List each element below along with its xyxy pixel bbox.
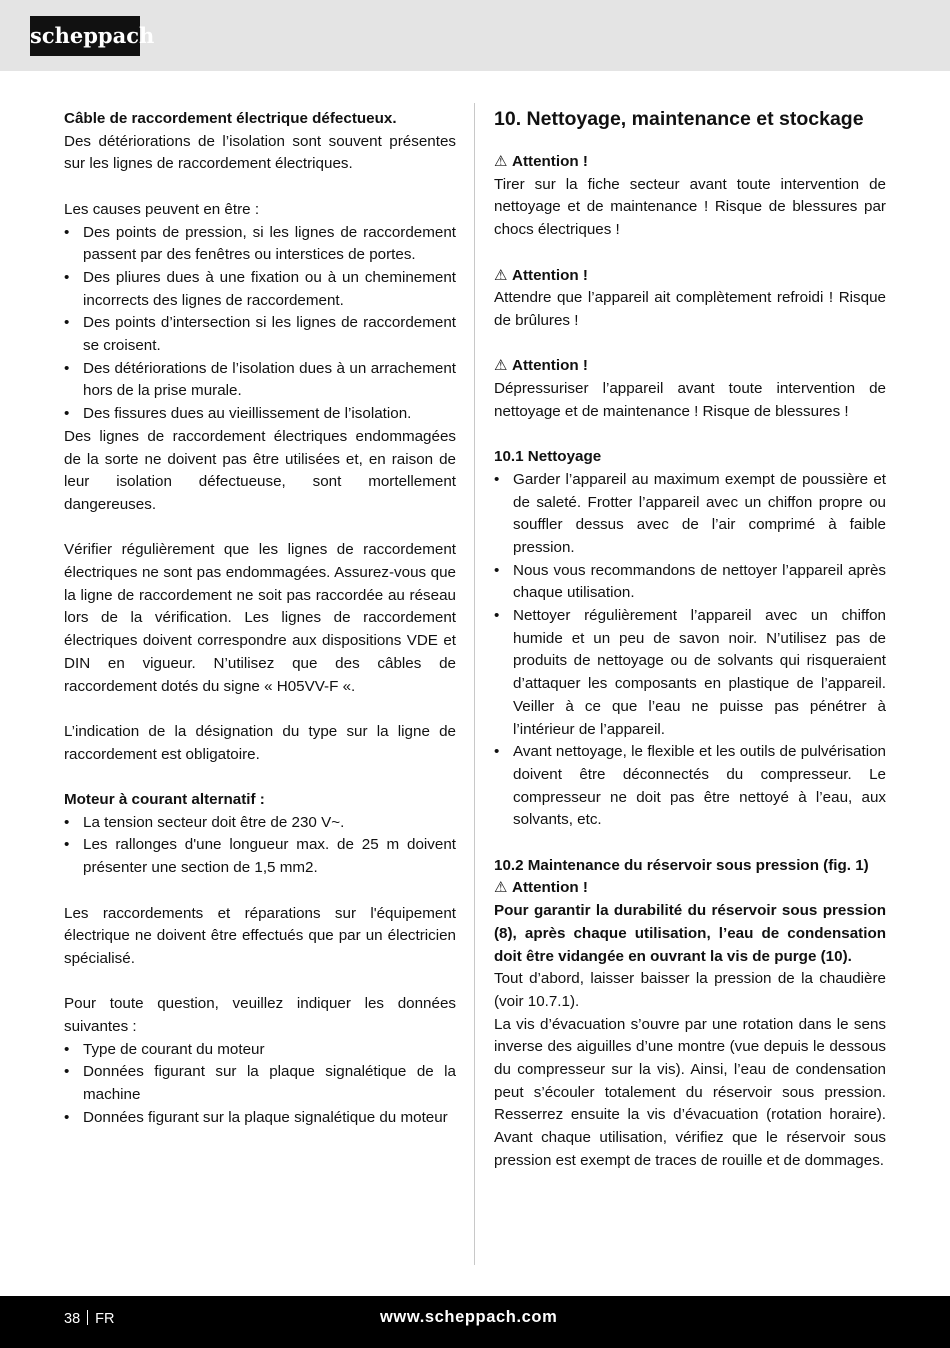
paragraph: L’indication de la désignation du type sur la ligne de raccordement est obligatoire. [64,722,456,763]
paragraph: Pour toute question, veuillez indiquer les données suivantes : [64,995,456,1036]
paragraph: Des lignes de raccordement électriques endommagées de la sorte ne doivent pas être utilisées et, en raison de leur isolation défectueuse, sont mortellement dangereuses. [64,427,456,513]
footer-separator [87,1310,88,1325]
list-item: • Nettoyer régulièrement l’appareil avec un chiffon humide et un peu de savon noir. N’utilisez pas de produits de nettoyage ou de solvants qui risqueraient d’attaquer les composants en plastique de l’appareil. Veiller à ce que l’eau ne puisse pas pénétrer à l’intérieur de l’appareil. [494,605,886,741]
list-item: • Nous vous recommandons de nettoyer l’appareil après chaque utilisation. [494,560,886,605]
footer-bar [0,1296,950,1348]
section-title-cleaning: 10.1 Nettoyage [494,448,602,466]
paragraph: Vérifier régulièrement que les lignes de raccordement électriques ne sont pas endommagées. Assurez-vous que la ligne de raccordement ne soit pas raccordée au réseau lors de la vérification. Les lignes de raccordement électriques doivent correspondre aux dispositions VDE et DIN en vigueur. N’utilisez que des câbles de raccordement dotés du signe « H05VV-F «. [64,541,456,695]
warning-icon: ⚠ [494,266,508,284]
right-column [494,108,886,1173]
list-item: • Des pliures dues à une fixation ou à un cheminement incorrects des lignes de raccordement. [64,267,456,312]
list-item: • Des points d’intersection si les lignes de raccordement se croisent. [64,312,456,357]
attention-notice [494,355,886,378]
website-url: www.scheppach.com [380,1308,558,1326]
warning-icon: ⚠ [494,879,508,897]
chapter-heading: 10. Nettoyage, maintenance et stockage [494,108,864,130]
attention-label: Attention ! [512,879,588,897]
paragraph: Les causes peuvent en être : [64,200,260,218]
page-number-value: 38 [64,1311,81,1327]
list-item: • Les rallonges d'une longueur max. de 25 m doivent présenter une section de 1,5 mm2. [64,834,456,879]
warning-icon: ⚠ [494,357,508,375]
section-title-maintenance: 10.2 Maintenance du réservoir sous pression (fig. 1) [494,856,869,874]
paragraph: Tout d’abord, laisser baisser la pression de la chaudière (voir 10.7.1). [494,970,886,1010]
attention-notice [494,151,886,174]
section-title-motor: Moteur à courant alternatif : [64,791,265,809]
attention-notice [494,265,886,288]
paragraph: Attendre que l’appareil ait complètement refroidi ! Risque de brûlures ! [494,289,886,329]
list-item: • La tension secteur doit être de 230 V~. [64,812,456,835]
paragraph: Tirer sur la fiche secteur avant toute intervention de nettoyage et de maintenance ! Risque de blessures par chocs électriques ! [494,175,886,239]
list-item: • Des détériorations de l’isolation dues à un arrachement hors de la prise murale. [64,358,456,403]
paragraph: La vis d’évacuation s’ouvre par une rotation dans le sens inverse des aiguilles d’une montre (vue depuis le dessous du compresseur sur la vis). Ainsi, l’eau de condensation peut s’écouler totalement du réservoir sous pression. Resserrez ensuite la vis d’évacuation (rotation horaire). Avant chaque utilisation, vérifiez que le réservoir sous pression est exempt de traces de rouille et de dommages. [494,1015,886,1169]
header-band [0,0,950,71]
list-item: • Avant nettoyage, le flexible et les outils de pulvérisation doivent être déconnectés du compresseur. Le compresseur ne doit pas être nettoyé à l’eau, aux solvants, etc. [494,741,886,832]
questions-list [64,1039,456,1130]
page-number [64,1310,114,1327]
attention-label: Attention ! [512,266,588,284]
paragraph-bold: Pour garantir la durabilité du réservoir sous pression (8), après chaque utilisation, l’eau de condensation doit être vidangée en ouvrant la vis de purge (10). [494,902,886,965]
list-item: • Garder l’appareil au maximum exempt de poussière et de saleté. Frotter l’appareil avec un chiffon propre ou souffler dessus avec de l’air comprimé à faible pression. [494,469,886,560]
attention-notice [494,877,886,900]
warning-icon: ⚠ [494,153,508,170]
list-item: • Données figurant sur la plaque signalétique de la machine [64,1061,456,1106]
cleaning-list [494,469,886,832]
list-item: • Des points de pression, si les lignes de raccordement passent par des fenêtres ou interstices de portes. [64,222,456,267]
column-divider [474,103,475,1265]
list-item: • Des fissures dues au vieillissement de l’isolation. [64,403,456,426]
paragraph: Dépressuriser l’appareil avant toute intervention de nettoyage et de maintenance ! Risque de blessures ! [494,380,886,420]
list-item: • Données figurant sur la plaque signalétique du moteur [64,1107,456,1130]
scheppach-logo: scheppach [30,16,140,56]
attention-label: Attention ! [512,357,588,375]
causes-list [64,222,456,426]
paragraph: Les raccordements et réparations sur l'équipement électrique ne doivent être effectués que par un électricien spécialisé. [64,904,456,967]
motor-list [64,812,456,880]
language-code: FR [95,1311,115,1327]
left-column [64,108,456,1130]
attention-label: Attention ! [512,153,588,170]
section-title-cable: Câble de raccordement électrique défectueux. [64,110,397,127]
paragraph: Des détériorations de l’isolation sont souvent présentes sur les lignes de raccordement électriques. [64,132,456,173]
list-item: • Type de courant du moteur [64,1039,456,1062]
